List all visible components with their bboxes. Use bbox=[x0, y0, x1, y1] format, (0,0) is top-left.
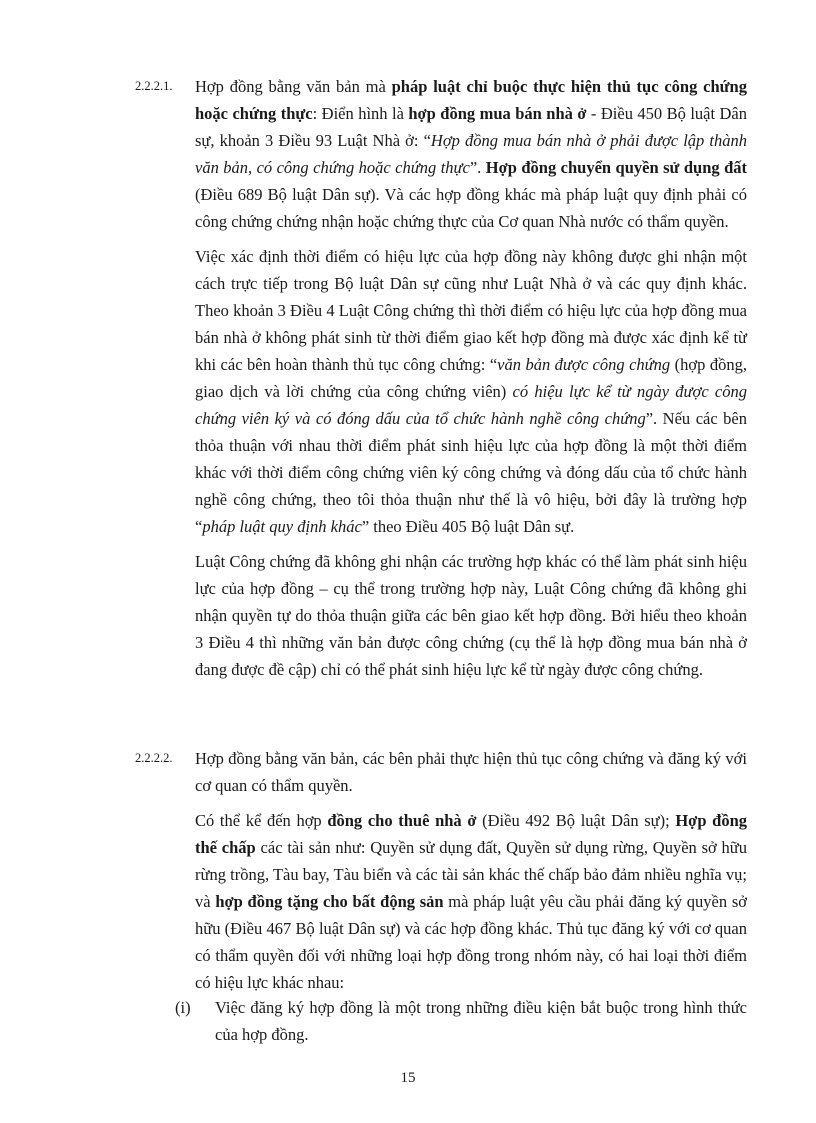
page-number: 15 bbox=[400, 1070, 416, 1086]
paragraph: Việc xác định thời điểm có hiệu lực của hợp đồng này không được ghi nhận một cách trực tiếp trong Bộ luật Dân sự cũng như Luật Nhà ở và các quy định khác. Theo khoản 3 Điều 4 Luật Công chứng thì thời điểm có hiệu lực của hợp đồng mua bán nhà ở không phát sinh từ thời điểm giao kết hợp đồng mà được xác định kể từ khi các bên hoàn thành thủ tục công chứng: “văn bản được công chứng (hợp đồng, giao dịch và lời chứng của công chứng viên) có hiệu lực kể từ ngày được công chứng viên ký và có đóng dấu của tổ chức hành nghề công chứng”. Nếu các bên thỏa thuận với nhau thời điểm phát sinh hiệu lực của hợp đồng là một thời điểm khác với thời điểm công chứng viên ký công chứng và đóng dấu của tổ chức hành nghề công chứng, theo tôi thỏa thuận như thế là vô hiệu, bởi đây là trường hợp “pháp luật quy định khác” theo Điều 405 Bộ luật Dân sự. bbox=[195, 247, 748, 536]
italic-run: Hợp đồng mua bán nhà ở phải được lập thành văn bản, có công chứng hoặc chứng thực bbox=[195, 131, 747, 177]
section-body bbox=[195, 73, 747, 683]
italic-run: văn bản được công chứng bbox=[497, 355, 671, 374]
bold-run: đồng cho thuê nhà ở bbox=[327, 811, 477, 830]
section-number: 2.2.2.2. bbox=[135, 751, 173, 765]
paragraph: Hợp đồng bằng văn bản, các bên phải thực hiện thủ tục công chứng và đăng ký với cơ quan có thẩm quyền. bbox=[195, 749, 747, 795]
section-body bbox=[195, 745, 747, 996]
list-item-body bbox=[215, 994, 747, 1048]
section-2-2-2-1 bbox=[135, 73, 747, 683]
paragraph: Việc đăng ký hợp đồng là một trong những điều kiện bắt buộc trong hình thức của hợp đồng. bbox=[215, 998, 747, 1044]
italic-run: có hiệu lực kể từ ngày được công chứng viên ký và có đóng dấu của tổ chức hành nghề công chứng bbox=[195, 382, 747, 428]
section-number: 2.2.2.1. bbox=[135, 79, 173, 93]
paragraph: Hợp đồng bằng văn bản mà pháp luật chỉ buộc thực hiện thủ tục công chứng hoặc chứng thực: Điển hình là hợp đồng mua bán nhà ở - Điều 450 Bộ luật Dân sự, khoản 3 Điều 93 Luật Nhà ở: “Hợp đồng mua bán nhà ở phải được lập thành văn bản, có công chứng hoặc chứng thực”. Hợp đồng chuyển quyền sử dụng đất (Điều 689 Bộ luật Dân sự). Và các hợp đồng khác mà pháp luật quy định phải có công chứng chứng nhận hoặc chứng thực của Cơ quan Nhà nước có thẩm quyền. bbox=[195, 77, 748, 231]
italic-run: pháp luật quy định khác bbox=[202, 517, 362, 536]
section-2-2-2-2 bbox=[135, 745, 747, 996]
bold-run: Hợp đồng chuyển quyền sử dụng đất bbox=[485, 158, 747, 177]
bold-run: pháp luật chỉ buộc thực hiện thủ tục công chứng hoặc chứng thực bbox=[195, 77, 747, 123]
paragraph: Có thể kể đến hợp đồng cho thuê nhà ở (Điều 492 Bộ luật Dân sự); Hợp đồng thế chấp các tài sản như: Quyền sử dụng đất, Quyền sử dụng rừng, Quyền sở hữu rừng trồng, Tàu bay, Tàu biển và các tài sản khác thế chấp bảo đảm nhiều nghĩa vụ; và hợp đồng tặng cho bất động sản mà pháp luật yêu cầu phải đăng ký quyền sở hữu (Điều 467 Bộ luật Dân sự) và các hợp đồng khác. Thủ tục đăng ký với cơ quan có thẩm quyền đối với những loại hợp đồng trong nhóm này, có hai loại thời điểm có hiệu lực khác nhau: bbox=[195, 811, 748, 992]
bold-run: hợp đồng tặng cho bất động sản bbox=[215, 892, 444, 911]
paragraph: Luật Công chứng đã không ghi nhận các trường hợp khác có thể làm phát sinh hiệu lực của hợp đồng – cụ thể trong trường hợp này, Luật Công chứng đã không ghi nhận quyền tự do thỏa thuận giữa các bên giao kết hợp đồng. Bởi hiểu theo khoản 3 Điều 4 thì những văn bản được công chứng (cụ thể là hợp đồng mua bán nhà ở đang được đề cập) chỉ có thể phát sinh hiệu lực kể từ ngày được công chứng. bbox=[195, 552, 747, 679]
list-item-label: (i) bbox=[175, 998, 191, 1017]
bold-run: Hợp đồng thế chấp bbox=[195, 811, 748, 857]
list-item-i bbox=[175, 994, 747, 1048]
bold-run: hợp đồng mua bán nhà ở bbox=[408, 104, 587, 123]
